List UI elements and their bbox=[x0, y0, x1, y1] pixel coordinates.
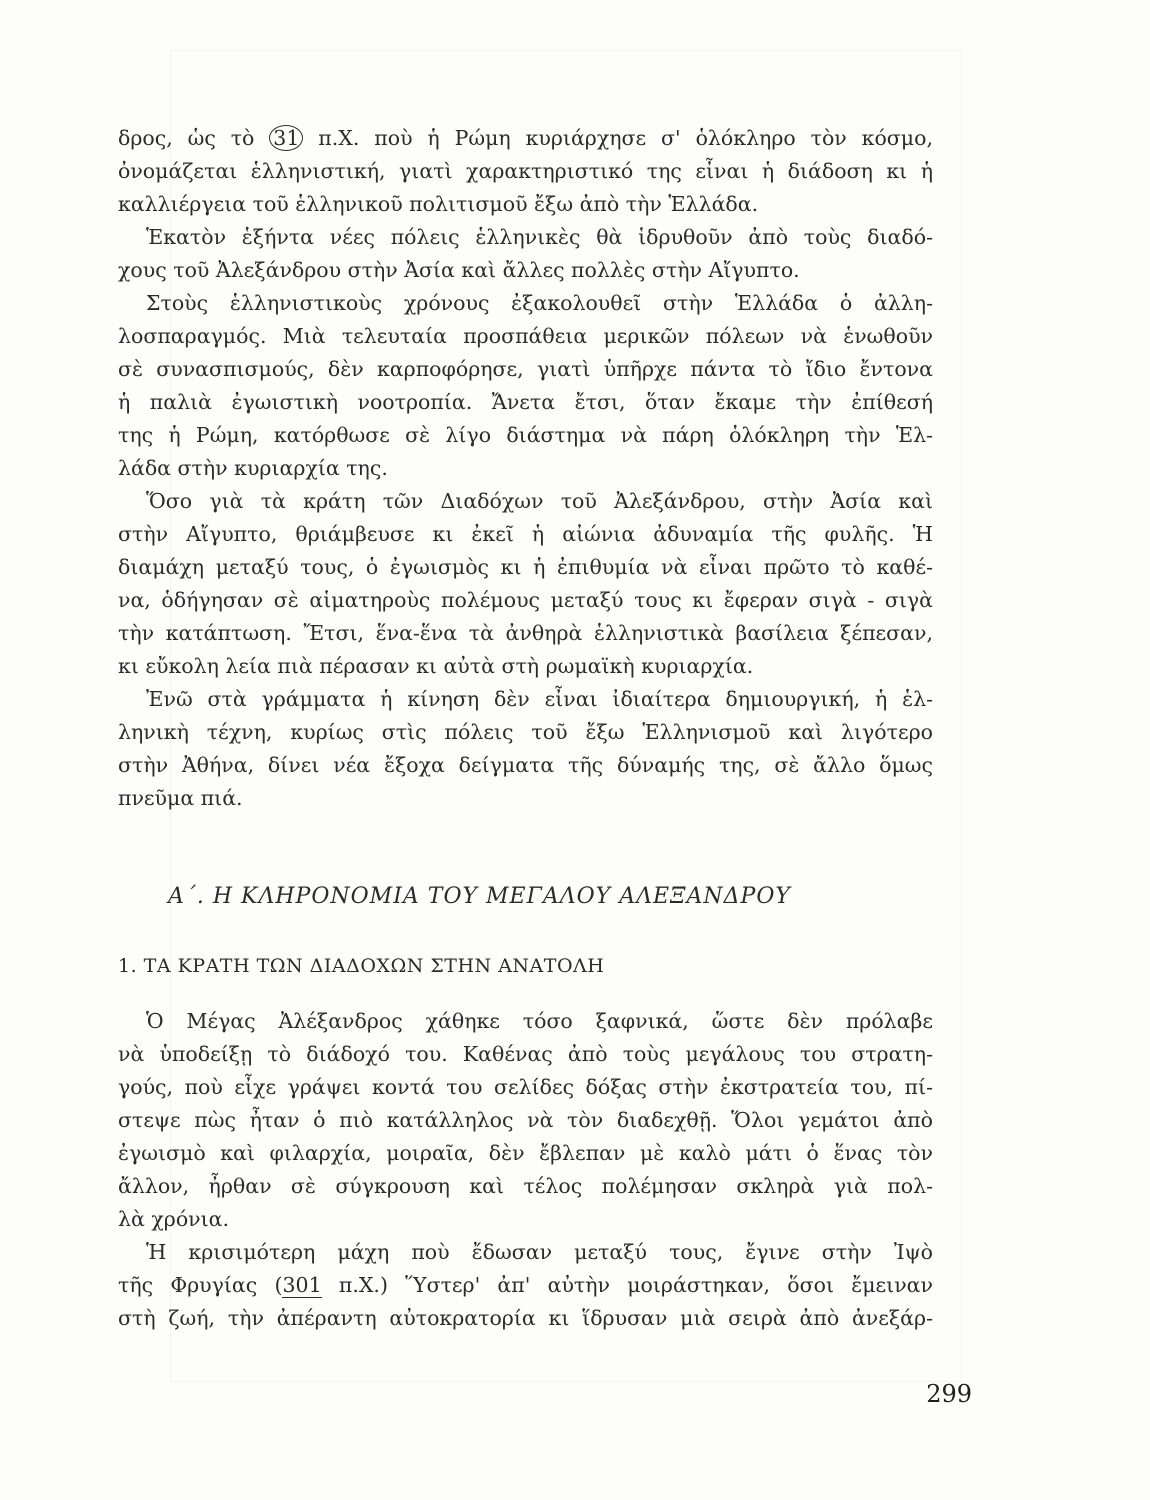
text-line: πνεῦμα πιά. bbox=[118, 786, 243, 810]
page-number: 299 bbox=[926, 1380, 972, 1408]
text-line: λάδα στὴν κυριαρχία της. bbox=[118, 456, 388, 480]
text-line: στὴ ζωή, τὴν ἀπέραντη αὐτοκρατορία κι ἵδρυσαν μιὰ σειρὰ ἀπὸ ἀνεξάρ- bbox=[118, 1306, 933, 1330]
text-line: καλλιέργεια τοῦ ἑλληνικοῦ πολιτισμοῦ ἔξω ἀπὸ τὴν Ἑλλάδα. bbox=[118, 192, 759, 216]
text-line: ἡ παλιὰ ἐγωιστικὴ νοοτροπία. Ἄνετα ἔτσι, ὅταν ἔκαμε τὴν ἐπίθεσή bbox=[118, 390, 933, 414]
section-heading: Α΄. Η ΚΛΗΡΟΝΟΜΙΑ ΤΟΥ ΜΕΓΑΛΟΥ ΑΛΕΞΑΝΔΡΟΥ bbox=[168, 884, 791, 909]
text-line: στὴν Αἴγυπτο, θριάμβευσε κι ἐκεῖ ἡ αἰώνια ἀδυναμία τῆς φυλῆς. Ἡ bbox=[118, 522, 933, 546]
text-line: Στοὺς ἑλληνιστικοὺς χρόνους ἐξακολουθεῖ στὴν Ἑλλάδα ὁ ἀλλη- bbox=[146, 291, 933, 315]
text-line: Ἑκατὸν ἑξήντα νέες πόλεις ἑλληνικὲς θὰ ἱδρυθοῦν ἀπὸ τοὺς διαδό- bbox=[146, 225, 933, 249]
text-line: Ὁ Μέγας Ἀλέξανδρος χάθηκε τόσο ξαφνικά, ὥστε δὲν πρόλαβε bbox=[146, 1009, 933, 1033]
text-line: γούς, ποὺ εἶχε γράψει κοντά του σελίδες δόξας στὴν ἐκστρατεία του, πί- bbox=[118, 1075, 933, 1099]
text-line: ὀνομάζεται ἑλληνιστική, γιατὶ χαρακτηριστικό της εἶναι ἡ διάδοση κι ἡ bbox=[118, 159, 933, 183]
text-line: λοσπαραγμός. Μιὰ τελευταία προσπάθεια μερικῶν πόλεων νὰ ἑνωθοῦν bbox=[118, 324, 933, 348]
text-line: να, ὁδήγησαν σὲ αἱματηροὺς πολέμους μεταξύ τους κι ἔφεραν σιγὰ - σιγὰ bbox=[118, 588, 933, 612]
text-block-top bbox=[118, 122, 933, 815]
text-line: διαμάχη μεταξύ τους, ὁ ἐγωισμὸς κι ἡ ἐπιθυμία νὰ εἶναι πρῶτο τὸ καθέ- bbox=[118, 555, 933, 579]
circled-year: 31 bbox=[269, 125, 303, 151]
text-line: κι εὔκολη λεία πιὰ πέρασαν κι αὐτὰ στὴ ρωμαϊκὴ κυριαρχία. bbox=[118, 654, 754, 678]
text-line: δρος, ὡς τὸ 31 π.Χ. ποὺ ἡ Ρώμη κυριάρχησε σ' ὁλόκληρο τὸν κόσμο, bbox=[118, 126, 933, 150]
text-line: λὰ χρόνια. bbox=[118, 1207, 230, 1231]
text-line: τὴν κατάπτωση. Ἔτσι, ἕνα-ἕνα τὰ ἀνθηρὰ ἑλληνιστικὰ βασίλεια ξέπεσαν, bbox=[118, 621, 933, 645]
text-line: ληνικὴ τέχνη, κυρίως στὶς πόλεις τοῦ ἔξω Ἑλληνισμοῦ καὶ λιγότερο bbox=[118, 720, 933, 744]
text-line: Ἐνῶ στὰ γράμματα ἡ κίνηση δὲν εἶναι ἰδιαίτερα δημιουργική, ἡ ἑλ- bbox=[146, 687, 933, 711]
text-line: τῆς Φρυγίας (301 π.Χ.) Ὕστερ' ἀπ' αὐτὴν μοιράστηκαν, ὅσοι ἔμειναν bbox=[118, 1273, 933, 1297]
text-line: ἄλλον, ἦρθαν σὲ σύγκρουση καὶ τέλος πολέμησαν σκληρὰ γιὰ πολ- bbox=[118, 1174, 933, 1198]
text-line: στεψε πὼς ἦταν ὁ πιὸ κατάλληλος νὰ τὸν διαδεχθῇ. Ὅλοι γεμάτοι ἀπὸ bbox=[118, 1108, 933, 1132]
text-block-bottom bbox=[118, 1005, 933, 1335]
text-line: ἐγωισμὸ καὶ φιλαρχία, μοιραῖα, δὲν ἔβλεπαν μὲ καλὸ μάτι ὁ ἕνας τὸν bbox=[118, 1141, 933, 1165]
subsection-heading: 1. ΤΑ ΚΡΑΤΗ ΤΩΝ ΔΙΑΔΟΧΩΝ ΣΤΗΝ ΑΝΑΤΟΛΗ bbox=[118, 955, 605, 977]
text-line: νὰ ὑποδείξῃ τὸ διάδοχό του. Καθένας ἀπὸ τοὺς μεγάλους του στρατη- bbox=[118, 1042, 933, 1066]
text-line: Ἡ κρισιμότερη μάχη ποὺ ἔδωσαν μεταξύ τους, ἔγινε στὴν Ἰψὸ bbox=[146, 1240, 933, 1264]
text-line: σὲ συνασπισμούς, δὲν καρποφόρησε, γιατὶ ὑπῆρχε πάντα τὸ ἴδιο ἔντονα bbox=[118, 357, 933, 381]
underlined-year: 301 bbox=[282, 1273, 322, 1297]
text-line: στὴν Ἀθήνα, δίνει νέα ἔξοχα δείγματα τῆς δύναμής της, σὲ ἄλλο ὅμως bbox=[118, 753, 933, 777]
text-line: χους τοῦ Ἀλεξάνδρου στὴν Ἀσία καὶ ἄλλες πολλὲς στὴν Αἴγυπτο. bbox=[118, 258, 800, 282]
text-line: Ὅσο γιὰ τὰ κράτη τῶν Διαδόχων τοῦ Ἀλεξάνδρου, στὴν Ἀσία καὶ bbox=[146, 489, 933, 513]
text-line: της ἡ Ρώμη, κατόρθωσε σὲ λίγο διάστημα νὰ πάρη ὁλόκληρη τὴν Ἑλ- bbox=[118, 423, 933, 447]
